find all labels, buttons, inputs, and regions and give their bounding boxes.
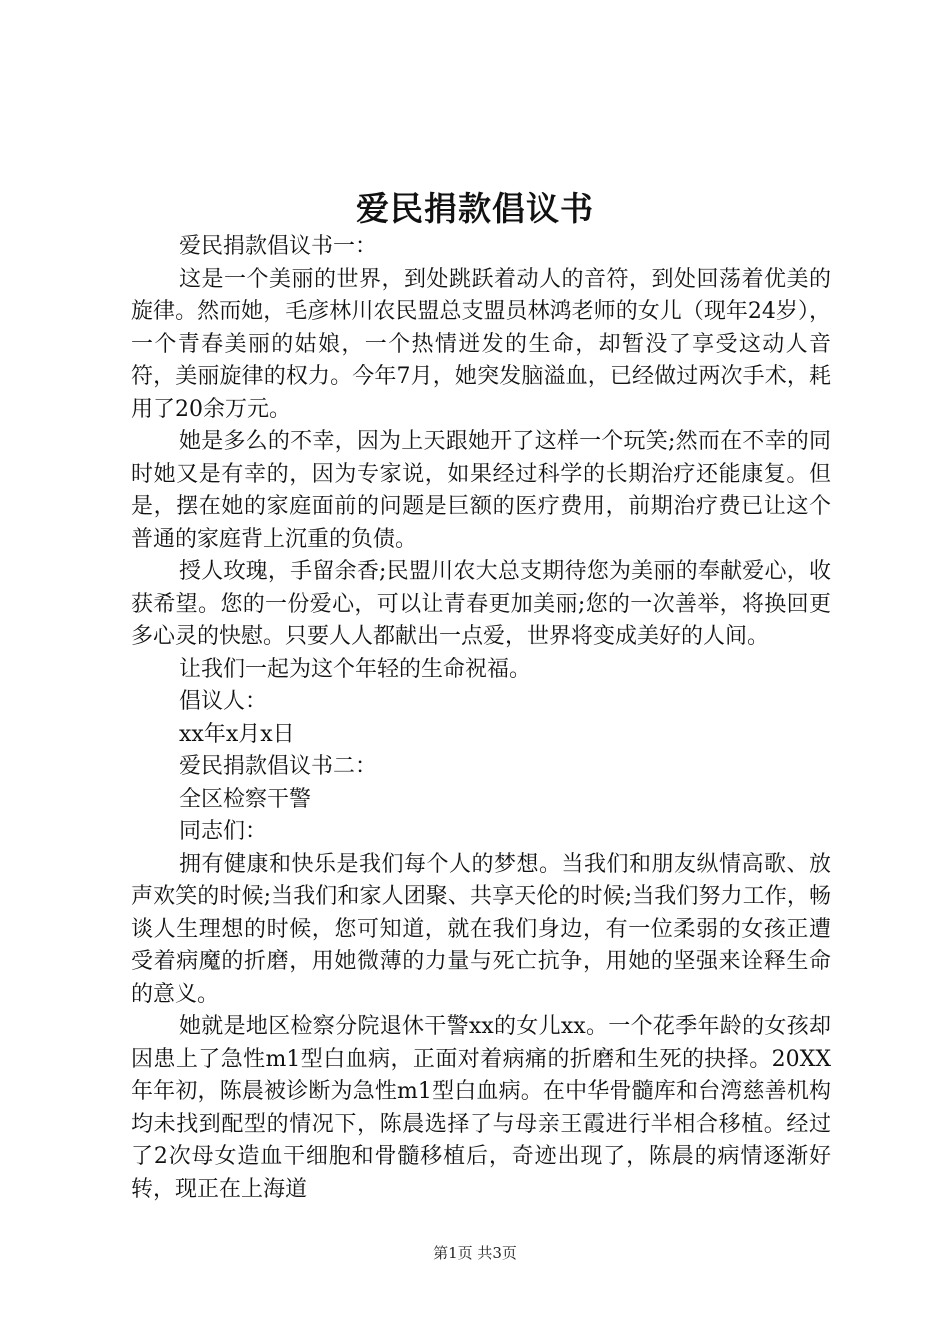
paragraph: xx年x月x日 bbox=[179, 721, 295, 747]
paragraph: 她就是地区检察分院退休干警xx的女儿xx。一个花季年龄的女孩却因患上了急性m1型白血病，正面对着病痛的折磨和生死的抉择。20XX年年初，陈晨被诊断为急性m1型白血病。在中华骨髓库和台湾慈善机构均未找到配型的情况下，陈晨选择了与母亲王霞进行半相合移植。经过了2次母女造血干细胞和骨髓移植后，奇迹出现了，陈晨的病情逐渐好转，现正在上海道 bbox=[131, 1014, 831, 1202]
document-title: 爱民捐款倡议书 bbox=[356, 189, 594, 228]
paragraph: 同志们： bbox=[179, 819, 268, 844]
paragraph: 让我们一起为这个年轻的生命祝福。 bbox=[179, 656, 532, 682]
page-footer: 第1页 共3页 bbox=[433, 1244, 517, 1262]
paragraph: 授人玫瑰，手留余香;民盟川农大总支期待您为美丽的奉献爱心，收获希望。您的一份爱心，可以让青春更加美丽;您的一次善举，将换回更多心灵的快慰。只要人人都献出一点爱，世界将变成美好的人间。 bbox=[131, 559, 831, 649]
paragraph: 全区检察干警 bbox=[179, 786, 312, 812]
paragraph: 拥有健康和快乐是我们每个人的梦想。当我们和朋友纵情高歌、放声欢笑的时候;当我们和家人团聚、共享天伦的时候;当我们努力工作，畅谈人生理想的时候，您可知道，就在我们身边，有一位柔弱的女孩正遭受着病魔的折磨，用她微薄的力量与死亡抗争，用她的坚强来诠释生命的意义。 bbox=[131, 851, 831, 1007]
paragraph: 倡议人： bbox=[179, 689, 268, 714]
paragraph: 这是一个美丽的世界，到处跳跃着动人的音符，到处回荡着优美的旋律。然而她，毛彦林川农民盟总支盟员林鸿老师的女儿（现年24岁），一个青春美丽的姑娘，一个热情迸发的生命，却暂没了享受这动人音符，美丽旋律的权力。今年7月，她突发脑溢血，已经做过两次手术，耗用了20余万元。 bbox=[131, 266, 831, 422]
paragraph: 爱民捐款倡议书一： bbox=[179, 234, 378, 259]
paragraph: 她是多么的不幸，因为上天跟她开了这样一个玩笑;然而在不幸的同时她又是有幸的，因为专家说，如果经过科学的长期治疗还能康复。但是，摆在她的家庭面前的问题是巨额的医疗费用，前期治疗费已让这个普通的家庭背上沉重的负债。 bbox=[131, 429, 831, 552]
document-body bbox=[131, 231, 831, 1206]
paragraph: 爱民捐款倡议书二： bbox=[179, 754, 378, 779]
